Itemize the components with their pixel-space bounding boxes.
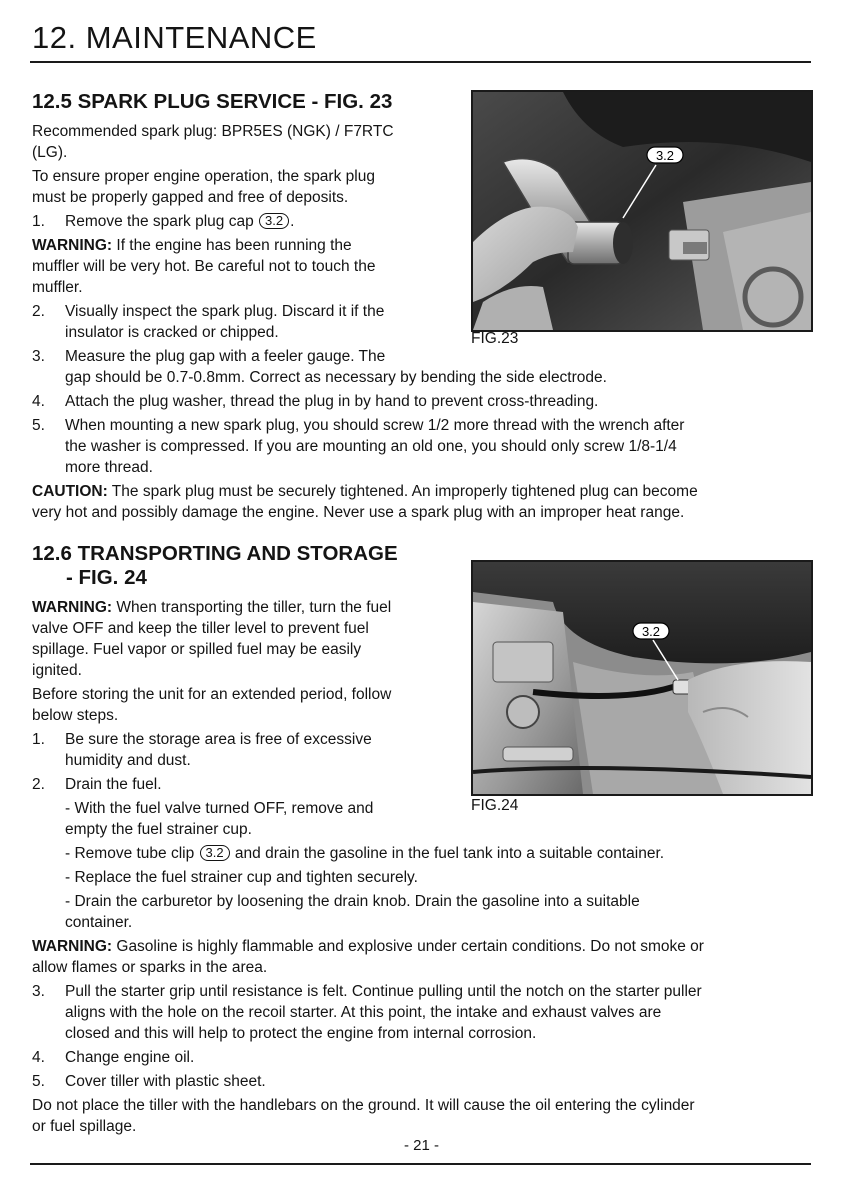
storage-step-3-line3: closed and this will help to protect the engine from internal corrosion.	[65, 1025, 537, 1042]
step-number: 4.	[32, 1049, 45, 1066]
figure-24-caption: FIG.24	[471, 797, 519, 814]
drain-substep-4-line2: container.	[65, 914, 133, 931]
spark-step-2-line1: Visually inspect the spark plug. Discard it if the	[65, 303, 385, 320]
caution-label: CAUTION:	[32, 483, 108, 500]
storage-intro-line1: Before storing the unit for an extended period, follow	[32, 686, 392, 703]
recommended-plug-line1: Recommended spark plug: BPR5ES (NGK) / F7RTC	[32, 123, 394, 140]
fuel-line-illustration	[473, 562, 811, 794]
storage-step-5: Cover tiller with plastic sheet.	[65, 1073, 266, 1090]
figure-23-callout: 3.2	[655, 148, 675, 163]
figure-24-photo	[471, 560, 813, 796]
step-number: 1.	[32, 213, 45, 230]
step-number: 5.	[32, 417, 45, 434]
spark-step-4: Attach the plug washer, thread the plug in by hand to prevent cross-threading.	[65, 393, 599, 410]
warning-label: WARNING:	[32, 599, 113, 616]
step-number: 2.	[32, 303, 45, 320]
drain-substep-1-line2: empty the fuel strainer cup.	[65, 821, 252, 838]
section-heading-fig-ref: - FIG. 24	[66, 566, 147, 589]
spark-step-2-line2: insulator is cracked or chipped.	[65, 324, 279, 341]
step-number: 3.	[32, 983, 45, 1000]
section-heading-transport-storage: 12.6 TRANSPORTING AND STORAGE	[32, 542, 398, 565]
warning-text: When transporting the tiller, turn the fuel	[112, 599, 392, 616]
warning-line1	[32, 235, 352, 256]
figure-23-photo	[471, 90, 813, 332]
step-number: 3.	[32, 348, 45, 365]
caution-text: The spark plug must be securely tightened. An improperly tightened plug can become	[107, 483, 698, 500]
page-number: - 21 -	[403, 1137, 439, 1154]
drain-substep-3: - Replace the fuel strainer cup and tighten securely.	[65, 869, 418, 886]
warning-text: Gasoline is highly flammable and explosive under certain conditions. Do not smoke or	[112, 938, 704, 955]
substep-text: and drain the gasoline in the fuel tank into a suitable container.	[230, 845, 665, 862]
closing-note-line2: or fuel spillage.	[32, 1118, 137, 1135]
step-number: 1.	[32, 731, 45, 748]
warning-label: WARNING:	[32, 938, 113, 955]
spark-step-3-line1: Measure the plug gap with a feeler gauge. The	[65, 348, 386, 365]
caution-line2: very hot and possibly damage the engine. Never use a spark plug with an improper heat range.	[32, 504, 685, 521]
warning-text: If the engine has been running the	[112, 237, 352, 254]
gap-intro-line2: must be properly gapped and free of deposits.	[32, 189, 349, 206]
storage-step-2: Drain the fuel.	[65, 776, 162, 793]
step-number: 4.	[32, 393, 45, 410]
header-divider	[30, 61, 811, 63]
gasoline-warning-line2: allow flames or sparks in the area.	[32, 959, 268, 976]
transport-warning-line3: spillage. Fuel vapor or spilled fuel may be easily	[32, 641, 362, 658]
footer-divider	[30, 1163, 811, 1165]
ref-callout-badge: 3.2	[259, 213, 289, 229]
spark-plug-illustration	[473, 92, 811, 330]
step-text: Remove the spark plug cap	[65, 213, 254, 230]
storage-step-1-line2: humidity and dust.	[65, 752, 191, 769]
storage-step-4: Change engine oil.	[65, 1049, 195, 1066]
gasoline-warning-line1	[32, 936, 704, 957]
warning-line3: muffler.	[32, 279, 83, 296]
transport-warning-line2: valve OFF and keep the tiller level to prevent fuel	[32, 620, 369, 637]
step-number: 2.	[32, 776, 45, 793]
transport-warning-line1	[32, 597, 391, 618]
substep-text: - Remove tube clip	[65, 845, 195, 862]
drain-substep-2	[65, 843, 664, 864]
transport-warning-line4: ignited.	[32, 662, 82, 679]
spark-step-1: Remove the spark plug cap 3.2 .	[65, 213, 295, 230]
warning-line2: muffler will be very hot. Be careful not to touch the	[32, 258, 376, 275]
warning-label: WARNING:	[32, 237, 113, 254]
closing-note-line1: Do not place the tiller with the handlebars on the ground. It will cause the oil entering the cylinder	[32, 1097, 695, 1114]
storage-step-1-line1: Be sure the storage area is free of excessive	[65, 731, 372, 748]
storage-step-3-line2: aligns with the hole on the recoil starter. At this point, the intake and exhaust valves are	[65, 1004, 662, 1021]
storage-intro-line2: below steps.	[32, 707, 119, 724]
storage-step-3-line1: Pull the starter grip until resistance is felt. Continue pulling until the notch on the starter puller	[65, 983, 702, 1000]
caution-line1	[32, 481, 698, 502]
drain-substep-1-line1: - With the fuel valve turned OFF, remove and	[65, 800, 374, 817]
spark-step-3-line2: gap should be 0.7-0.8mm. Correct as necessary by bending the side electrode.	[65, 369, 607, 386]
spark-step-5-line2: the washer is compressed. If you are mounting an old one, you should only screw 1/8-1/4	[65, 438, 677, 455]
figure-23-caption: FIG.23	[471, 330, 519, 347]
spark-step-5-line1: When mounting a new spark plug, you should screw 1/2 more thread with the wrench after	[65, 417, 685, 434]
step-number: 5.	[32, 1073, 45, 1090]
drain-substep-4-line1: - Drain the carburetor by loosening the drain knob. Drain the gasoline into a suitable	[65, 893, 640, 910]
page-title: 12. MAINTENANCE	[32, 20, 317, 55]
spark-step-5-line3: more thread.	[65, 459, 153, 476]
figure-24-callout: 3.2	[641, 624, 661, 639]
section-heading-spark-plug: 12.5 SPARK PLUG SERVICE - FIG. 23	[32, 90, 393, 113]
recommended-plug-line2: (LG).	[32, 144, 68, 161]
gap-intro-line1: To ensure proper engine operation, the spark plug	[32, 168, 375, 185]
ref-callout-badge: 3.2	[200, 845, 230, 861]
